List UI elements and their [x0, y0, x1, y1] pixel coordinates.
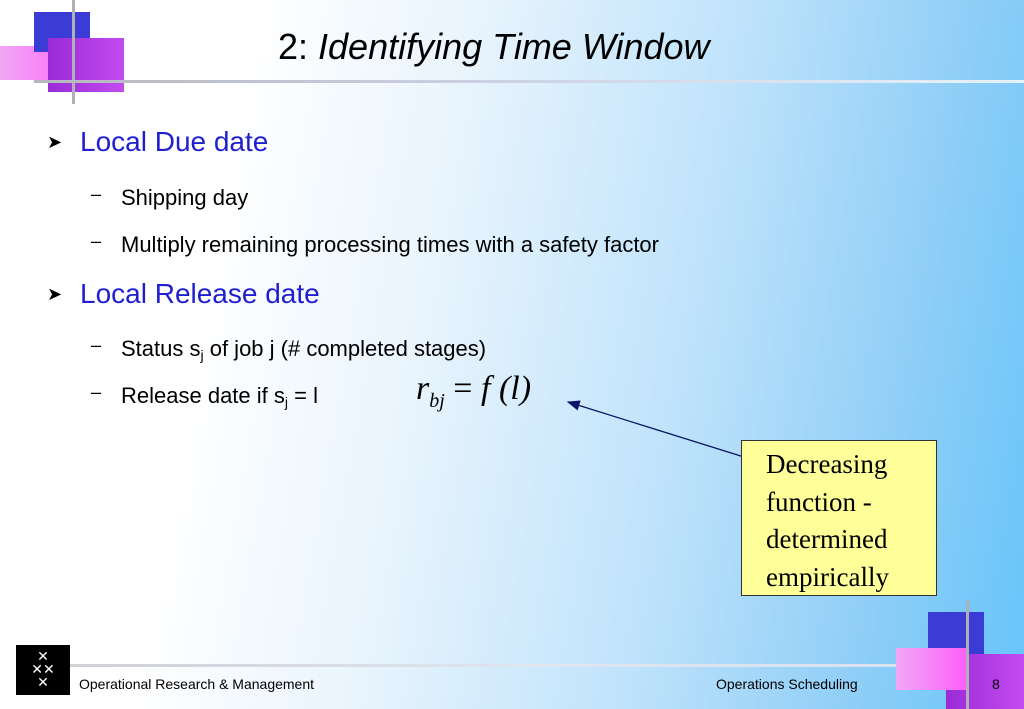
title-prefix: 2: — [278, 26, 319, 67]
formula-function: f — [480, 370, 491, 407]
callout-line: empirically — [766, 561, 889, 592]
arrow-bullet-icon: ➤ — [47, 284, 63, 304]
university-logo-icon: ✕ ✕✕ ✕ — [16, 645, 70, 695]
sub-bullet-text: Release date if s — [121, 383, 285, 408]
formula-base: r — [416, 370, 430, 407]
dash-bullet-icon: – — [91, 231, 102, 251]
callout-box — [741, 440, 937, 596]
callout-line: function - — [766, 486, 872, 517]
formula-subscript: bj — [429, 390, 445, 412]
callout-line: Decreasing — [766, 449, 888, 479]
callout-line: determined — [766, 524, 888, 554]
bullet-label: Local Release date — [80, 278, 320, 309]
title-main: Identifying Time Window — [318, 26, 710, 67]
formula-argument: (l) — [490, 370, 532, 407]
bullet-label: Local Due date — [80, 126, 269, 157]
sub-bullet-text: = l — [288, 383, 318, 408]
sub-bullet-text: Multiply remaining processing times with a safety factor — [121, 232, 659, 257]
footer-left-text: Operational Research & Management — [79, 676, 315, 692]
sub-bullet-text: Status s — [121, 336, 201, 361]
formula-equals: = — [444, 370, 481, 407]
sub-bullet-text: Shipping day — [121, 185, 249, 210]
footer-right-text: Operations Scheduling — [716, 676, 858, 692]
sub-bullet-text: of job j (# completed stages) — [203, 336, 487, 361]
subscript: j — [284, 394, 288, 410]
dash-bullet-icon: – — [91, 382, 102, 402]
arrow-bullet-icon: ➤ — [47, 132, 63, 152]
dash-bullet-icon: – — [91, 184, 102, 204]
dash-bullet-icon: – — [91, 335, 102, 355]
subscript: j — [200, 347, 204, 363]
page-number: 8 — [992, 676, 1000, 692]
